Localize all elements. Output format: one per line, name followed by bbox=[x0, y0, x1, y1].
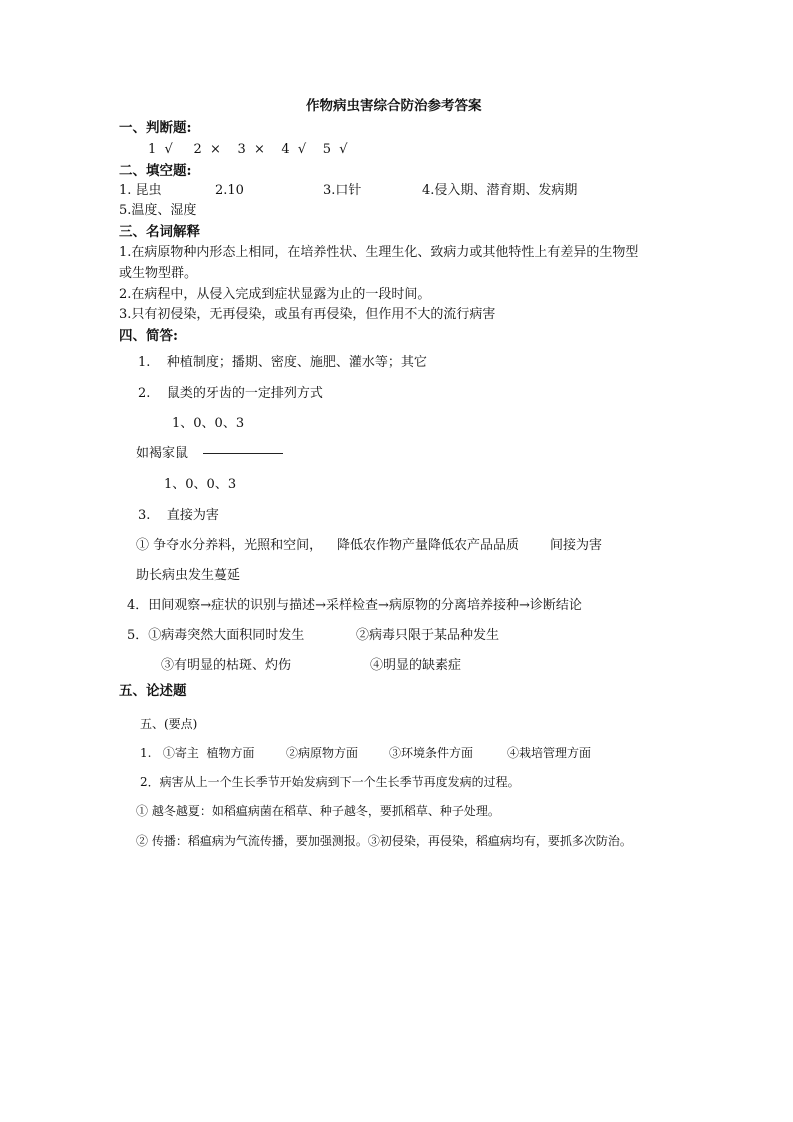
section-1-heading: 一、判断题: bbox=[119, 120, 192, 136]
fill-answer-3: 3.口针 bbox=[323, 183, 362, 198]
short-answer-4: 4．田间观察→症状的识别与描述→采样检查→病原物的分离培养接种→诊断结论 bbox=[127, 598, 582, 613]
harm-indirect-2: 助长病虫发生蔓延 bbox=[136, 568, 241, 583]
essay-line-1b: ②病原物方面 bbox=[286, 746, 359, 760]
judgment-answers: 1 √ 2 × 3 × 4 √ 5 √ bbox=[148, 142, 348, 157]
dental-formula-example: 如褐家鼠 bbox=[136, 446, 189, 461]
fill-answer-2: 2.10 bbox=[215, 183, 244, 198]
section-5-heading: 五、论述题 bbox=[119, 683, 187, 699]
harm-direct-2: 降低农作物产量降低农产品品质 bbox=[337, 538, 520, 553]
essay-line-1d: ④栽培管理方面 bbox=[507, 746, 592, 760]
fraction-line bbox=[203, 453, 283, 454]
fill-answer-4: 4.侵入期、潜育期、发病期 bbox=[422, 183, 578, 198]
essay-line-1c: ③环境条件方面 bbox=[389, 746, 474, 760]
harm-direct: ① 争夺水分养料，光照和空间， bbox=[136, 538, 323, 553]
term-1-line-1: 1.在病原物种内形态上相同，在培养性状、生理生化、致病力或其他特性上有差异的生物型 bbox=[119, 245, 639, 260]
dental-formula-lower: 1、0、0、3 bbox=[164, 477, 237, 492]
short-answer-2: 2. 鼠类的牙齿的一定排列方式 bbox=[138, 386, 323, 401]
term-1-line-2: 或生物型群。 bbox=[119, 266, 198, 281]
short-answer-1: 1. 种植制度；播期、密度、施肥、灌水等；其它 bbox=[138, 355, 427, 370]
section-4-heading: 四、简答: bbox=[119, 328, 178, 344]
short-answer-3: 3. 直接为害 bbox=[138, 508, 219, 523]
essay-line-4: ② 传播：稻瘟病为气流传播，要加强测报。③初侵染，再侵染，稻瘟病均有，要抓多次防治。 bbox=[136, 834, 632, 848]
essay-line-2: 2．病害从上一个生长季节开始发病到下一个生长季节再度发病的过程。 bbox=[140, 775, 520, 789]
short-answer-5a: 5．①病毒突然大面积同时发生 bbox=[127, 628, 305, 643]
fill-answer-5: 5.温度、湿度 bbox=[119, 203, 197, 218]
page-title: 作物病虫害综合防治参考答案 bbox=[306, 98, 482, 114]
essay-line-1a: 1. ①寄主 植物方面 bbox=[140, 746, 255, 760]
fill-answer-1: 1. 昆虫 bbox=[119, 183, 162, 198]
term-3: 3.只有初侵染，无再侵染，或虽有再侵染，但作用不大的流行病害 bbox=[119, 307, 496, 322]
term-2: 2.在病程中，从侵入完成到症状显露为止的一段时间。 bbox=[119, 287, 431, 302]
essay-subheading: 五、(要点) bbox=[140, 717, 198, 731]
short-answer-5c: ③有明显的枯斑、灼伤 bbox=[161, 658, 292, 673]
section-2-heading: 二、填空题: bbox=[119, 163, 192, 179]
harm-indirect: 间接为害 bbox=[550, 538, 603, 553]
short-answer-5b: ②病毒只限于某品种发生 bbox=[356, 628, 500, 643]
essay-line-3: ① 越冬越夏：如稻瘟病菌在稻草、种子越冬，要抓稻草、种子处理。 bbox=[136, 804, 500, 818]
short-answer-5d: ④明显的缺素症 bbox=[370, 658, 462, 673]
section-3-heading: 三、名词解释 bbox=[119, 224, 200, 240]
dental-formula-upper: 1、0、0、3 bbox=[172, 416, 245, 431]
